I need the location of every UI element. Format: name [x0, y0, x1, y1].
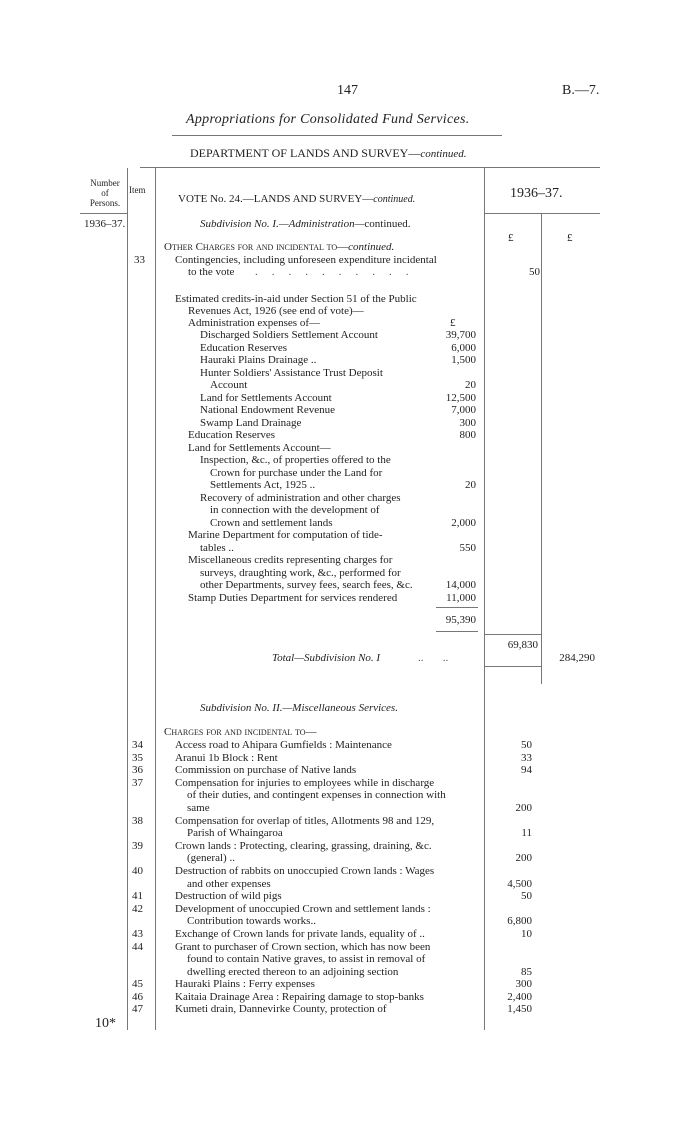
contingencies-text: to the vote [188, 266, 235, 278]
credit-row: Crown and settlement lands 2,000 [210, 516, 476, 529]
divider [484, 213, 600, 214]
list-item: 41 Destruction of wild pigs 50 [132, 890, 532, 903]
list-item: Contribution towards works.. 6,800 [187, 915, 532, 928]
list-item: 42 Development of unoccupied Crown and settlement lands : [132, 902, 431, 915]
list-item: 45 Hauraki Plains : Ferry expenses 300 [132, 978, 532, 991]
list-item: 38 Compensation for overlap of titles, Allotments 98 and 129, [132, 814, 435, 827]
credit-row: Land for Settlements Account 12,500 [200, 391, 476, 404]
department-title: DEPARTMENT OF LANDS AND SURVEY—continued. [190, 146, 467, 160]
list-item: 34 Access road to Ahipara Gumfields : Maintenance 50 [132, 739, 532, 751]
divider [80, 213, 128, 214]
sum-rule [484, 634, 542, 635]
sum-rule [484, 666, 542, 667]
list-item: same 200 [187, 801, 532, 814]
list-item: (general) .. 200 [187, 852, 532, 865]
credit-row: tables .. 550 [200, 541, 476, 554]
column-rule [541, 214, 542, 684]
item-number: 33 [134, 254, 145, 266]
credits-intro: Revenues Act, 1926 (see end of vote)— [188, 305, 364, 317]
pound-sign: £ [508, 232, 514, 244]
total-1-amount: 69,830 [507, 639, 538, 651]
credit-row: Land for Settlements Account— [188, 441, 331, 454]
charges-heading: Charges for and incidental to— [164, 726, 317, 738]
year-header: 1936–37. [510, 186, 563, 201]
document-reference: B.—7. [562, 83, 600, 98]
page-number: 147 [337, 83, 358, 98]
credit-row: Hunter Soldiers' Assistance Trust Deposit [200, 366, 383, 379]
item-header: Item [129, 185, 146, 195]
list-item: found to contain Native graves, to assist in removal of [187, 953, 426, 966]
divider [140, 167, 600, 168]
subdivision-2-heading: Subdivision No. II.—Miscellaneous Services. [200, 702, 398, 714]
credits-intro: Estimated credits-in-aid under Section 51 of the Public [175, 293, 417, 305]
other-charges-heading: Other Charges for and incidental to—continued. [164, 241, 395, 253]
list-item: 36 Commission on purchase of Native lands 94 [132, 764, 532, 777]
list-item: dwelling erected thereon to an adjoining section 85 [187, 965, 532, 978]
list-item: 37 Compensation for injuries to employees while in discharge [132, 776, 435, 789]
credit-row: Stamp Duties Department for services rendered 11,000 [188, 591, 476, 604]
list-item: 46 Kaitaia Drainage Area : Repairing damage to stop-banks 2,400 [132, 990, 532, 1003]
credits-total: 95,390 [445, 614, 476, 626]
vote-title: VOTE No. 24.—LANDS AND SURVEY—continued. [178, 193, 416, 205]
total-1-label: Total—Subdivision No. I [272, 652, 381, 664]
list-item: and other expenses 4,500 [187, 877, 532, 890]
credit-row: surveys, draughting work, &c., performed for [200, 566, 401, 579]
sum-rule [436, 607, 478, 608]
credit-row: Crown for purchase under the Land for [210, 466, 383, 479]
credit-row: National Endowment Revenue 7,000 [200, 404, 476, 416]
credit-row: Recovery of administration and other charges [200, 491, 401, 504]
credit-row: Marine Department for computation of tide- [188, 529, 383, 541]
appropriations-title: Appropriations for Consolidated Fund Services. [186, 112, 470, 127]
credit-row: Education Reserves 800 [188, 429, 476, 441]
credit-row: Account 20 [210, 379, 476, 391]
credit-row: Discharged Soldiers Settlement Account 39,700 [200, 329, 476, 341]
credits-list [160, 329, 476, 604]
list-item: Parish of Whaingaroa 11 [187, 827, 532, 840]
sum-rule [436, 631, 478, 632]
credits-admin: Administration expenses of— [188, 317, 320, 329]
list-item: of their duties, and contingent expenses in connection with [187, 789, 446, 802]
credit-row: Education Reserves 6,000 [200, 341, 476, 354]
total-1-grand: 284,290 [559, 652, 595, 664]
list-item: 47 Kumeti drain, Dannevirke County, protection of 1,450 [132, 1003, 532, 1016]
pound-sign: £ [567, 232, 573, 244]
contingencies-text: Contingencies, including unforeseen expenditure incidental [175, 254, 437, 266]
contingencies-amount: 50 [529, 266, 540, 278]
credit-row: Miscellaneous credits representing charges for [188, 554, 393, 566]
list-item: 43 Exchange of Crown lands for private lands, equality of .. 10 [132, 927, 532, 940]
leader-dots: .......... [255, 266, 423, 278]
sub2-list [128, 739, 542, 1016]
credit-row: Hauraki Plains Drainage .. 1,500 [200, 354, 476, 366]
persons-header: Number of Persons. [89, 178, 121, 208]
list-item: 40 Destruction of rabbits on unoccupied Crown lands : Wages [132, 864, 435, 877]
list-item: 35 Aranui 1b Block : Rent 33 [132, 751, 532, 764]
credit-row: Inspection, &c., of properties offered to the [200, 454, 391, 466]
list-item: 44 Grant to purchaser of Crown section, which has now been [132, 940, 431, 953]
leader-dots: .. .. [418, 652, 449, 664]
credit-row: Settlements Act, 1925 .. 20 [210, 479, 476, 491]
credit-row: in connection with the development of [210, 504, 380, 516]
list-item: 39 Crown lands : Protecting, clearing, grassing, draining, &c. [132, 839, 432, 852]
subdivision-1-heading: Subdivision No. I.—Administration—continued. [200, 218, 411, 230]
credit-row: other Departments, survey fees, search fees, &c. 14,000 [200, 579, 476, 591]
persons-year: 1936–37. [84, 218, 126, 230]
pound-sign: £ [450, 317, 456, 329]
credit-row: Swamp Land Drainage 300 [200, 416, 476, 429]
divider [172, 135, 502, 136]
footer-mark: 10* [95, 1016, 116, 1031]
